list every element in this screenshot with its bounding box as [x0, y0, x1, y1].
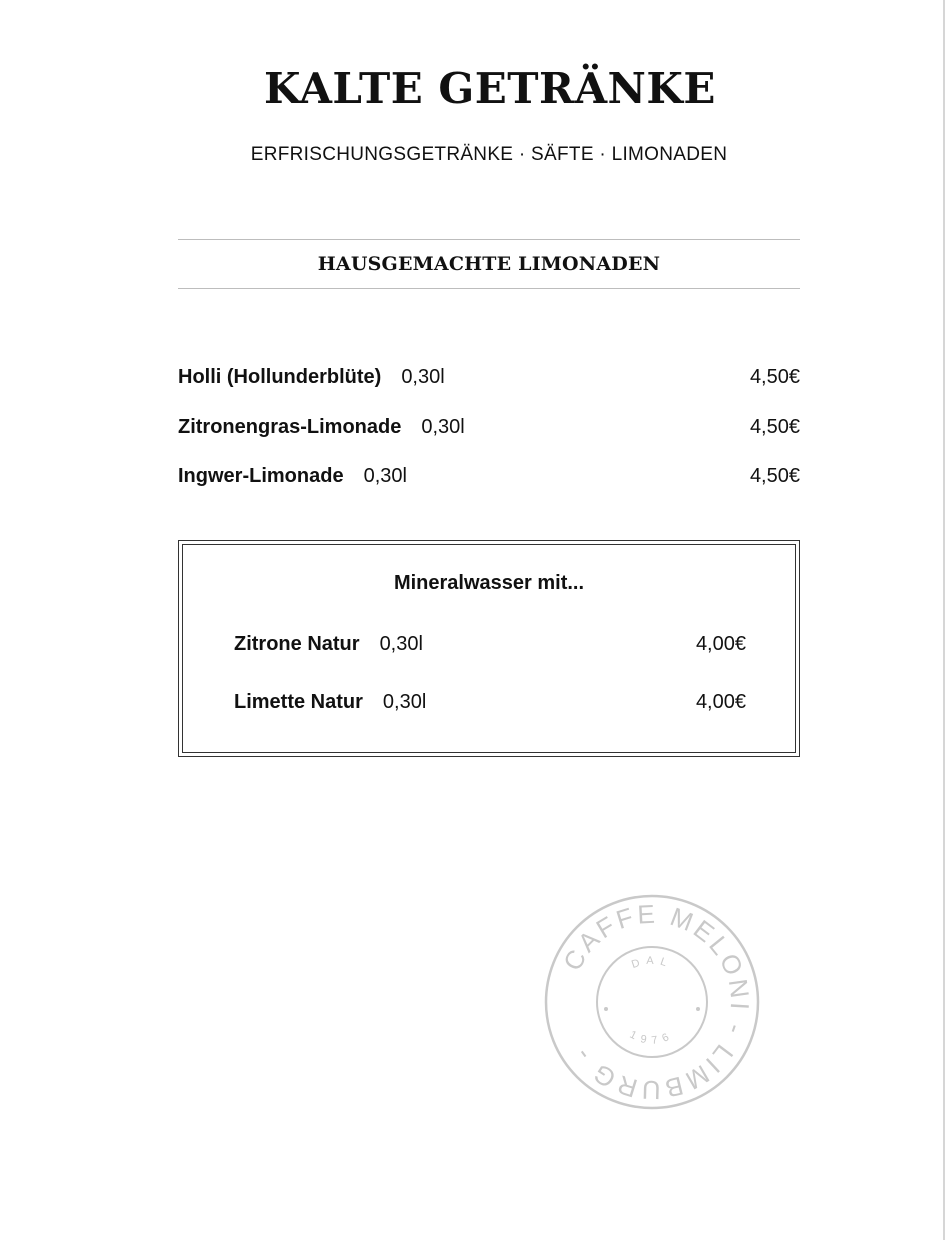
item-volume: 0,30l: [382, 690, 427, 713]
menu-item: [178, 362, 800, 392]
item-name: Ingwer-Limonade: [178, 464, 344, 487]
item-volume: 0,30l: [401, 365, 445, 388]
caffe-meloni-stamp: [542, 892, 762, 1112]
item-price: 4,00€: [695, 690, 746, 713]
menu-item: [178, 461, 800, 491]
stamp-dot: [696, 1007, 700, 1011]
item-volume: 0,30l: [421, 415, 465, 438]
stamp-outer-text: CAFFE MELONI - LIMBURG -: [556, 898, 756, 1106]
item-price: 4,50€: [749, 464, 800, 487]
item-name: Limette Natur: [234, 690, 363, 713]
item-volume: 0,30l: [379, 632, 423, 655]
box-item: [234, 629, 746, 659]
box-item: [234, 687, 746, 717]
item-price: 4,50€: [749, 415, 800, 438]
stamp-inner-top-text: DAL: [630, 954, 675, 972]
box-title: Mineralwasser mit...: [393, 572, 585, 594]
item-name: Holli (Hollunderblüte): [178, 365, 382, 388]
page-title: KALTE GETRÄNKE: [264, 64, 716, 113]
item-volume: 0,30l: [363, 464, 407, 487]
section-header: [178, 239, 800, 289]
item-name: Zitronengras-Limonade: [178, 415, 402, 438]
section-title: HAUSGEMACHTE LIMONADEN: [317, 253, 661, 275]
item-price: 4,00€: [695, 632, 746, 655]
stamp-inner-bottom-text: 1976: [627, 1028, 677, 1047]
menu-item: [178, 412, 800, 442]
stamp-dot: [604, 1007, 608, 1011]
item-name: Zitrone Natur: [234, 632, 360, 655]
item-price: 4,50€: [749, 365, 800, 388]
page-subtitle: ERFRISCHUNGSGETRÄNKE · SÄFTE · LIMONADEN: [250, 144, 728, 165]
